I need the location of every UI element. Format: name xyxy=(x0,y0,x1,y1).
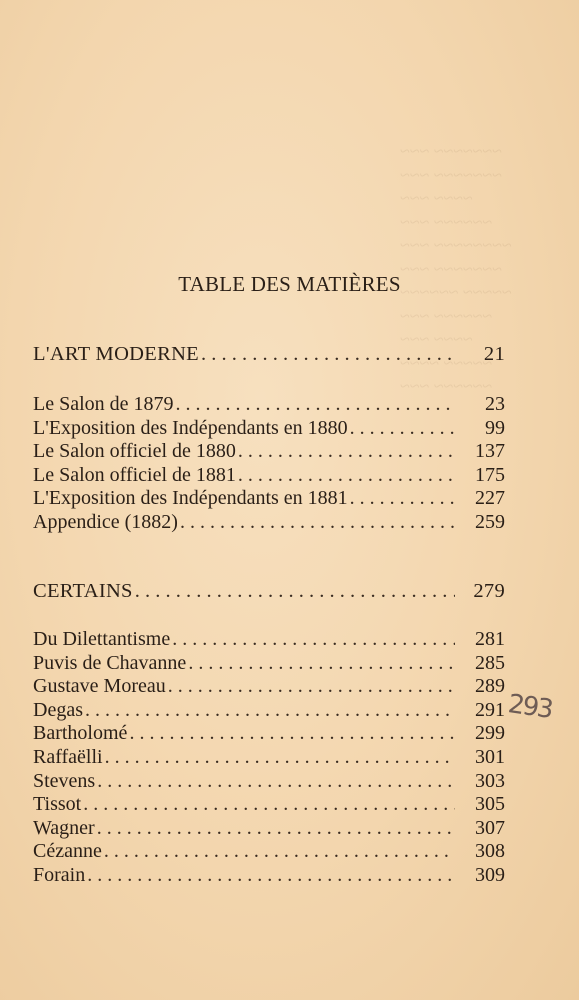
toc-page-number: 291 xyxy=(475,698,505,721)
leader-dots xyxy=(350,417,455,440)
toc-entry-label: Wagner xyxy=(33,816,95,839)
leader-dots xyxy=(176,393,455,416)
toc-page-number: 299 xyxy=(475,722,505,745)
leader-dots xyxy=(85,699,455,722)
toc-entry xyxy=(33,793,505,817)
toc-entry-label: Bartholomé xyxy=(33,722,128,745)
toc-page-number: 285 xyxy=(475,651,505,674)
leader-dots xyxy=(180,511,455,534)
toc-entry-label: Stevens xyxy=(33,769,96,792)
toc-entry xyxy=(33,722,505,746)
toc-entry-label: Tissot xyxy=(33,793,82,816)
toc-entry xyxy=(33,746,505,770)
toc-entry-label: L'Exposition des Indépendants en 1881 xyxy=(33,487,348,510)
toc-entry-label: Le Salon de 1879 xyxy=(33,393,174,415)
toc-section-row xyxy=(33,580,505,604)
toc-entry xyxy=(33,417,505,441)
toc-section-row xyxy=(33,343,505,367)
toc-entry xyxy=(33,628,505,652)
toc-page-number: 309 xyxy=(475,863,505,886)
toc-entry xyxy=(33,440,505,464)
toc-entry xyxy=(33,840,505,864)
toc-page-number: 308 xyxy=(475,840,505,863)
toc-page-number: 227 xyxy=(475,487,505,510)
toc-page-number: 289 xyxy=(475,675,505,698)
toc-entry-label: Du Dilettantisme xyxy=(33,628,171,650)
toc-page-number: 307 xyxy=(475,816,505,839)
toc-entry xyxy=(33,652,505,676)
leader-dots xyxy=(201,343,455,366)
toc-page-number: 21 xyxy=(483,343,505,365)
leader-dots xyxy=(104,840,455,863)
toc-entry-label: Puvis de Chavanne xyxy=(33,651,187,674)
toc-entry xyxy=(33,393,505,417)
toc-page-number: 305 xyxy=(475,793,505,816)
toc-page-number: 279 xyxy=(473,580,505,602)
toc-entry xyxy=(33,864,505,888)
leader-dots xyxy=(168,675,455,698)
toc-entry-label: Le Salon officiel de 1880 xyxy=(33,440,236,463)
toc-entry-label: Le Salon officiel de 1881 xyxy=(33,463,236,486)
toc-section-entries-1 xyxy=(33,393,505,535)
toc-page-number: 175 xyxy=(475,463,505,486)
leader-dots xyxy=(238,464,455,487)
toc-entry xyxy=(33,487,505,511)
leader-dots xyxy=(350,487,455,510)
leader-dots xyxy=(188,652,455,675)
leader-dots xyxy=(172,628,455,651)
toc-section-label: CERTAINS xyxy=(33,580,133,602)
toc-page-number: 303 xyxy=(475,769,505,792)
leader-dots xyxy=(238,440,455,463)
toc-entry xyxy=(33,464,505,488)
toc-page-number: 99 xyxy=(485,416,505,439)
toc-entry xyxy=(33,675,505,699)
toc-entry-label: Forain xyxy=(33,863,86,886)
leader-dots xyxy=(97,817,455,840)
toc-entry-label: Appendice (1882) xyxy=(33,510,178,533)
toc-entry-label: Raffaëlli xyxy=(33,745,103,768)
toc-page-number: 281 xyxy=(475,628,505,650)
toc-section-heading-2 xyxy=(33,580,505,604)
toc-entry-label: Gustave Moreau xyxy=(33,675,166,698)
leader-dots xyxy=(135,580,455,603)
leader-dots xyxy=(129,722,455,745)
toc-page-number: 137 xyxy=(475,440,505,463)
toc-page-number: 301 xyxy=(475,745,505,768)
leader-dots xyxy=(105,746,455,769)
toc-section-entries-2 xyxy=(33,628,505,888)
toc-entry-label: L'Exposition des Indépendants en 1880 xyxy=(33,416,348,439)
toc-page-number: 23 xyxy=(485,393,505,415)
page-title: TABLE DES MATIÈRES xyxy=(178,272,401,296)
toc-entry xyxy=(33,770,505,794)
toc-section-label: L'ART MODERNE xyxy=(33,343,199,365)
toc-page-number: 259 xyxy=(475,510,505,533)
toc-entry xyxy=(33,817,505,841)
toc-entry-label: Cézanne xyxy=(33,840,102,863)
toc-entry xyxy=(33,699,505,723)
leader-dots xyxy=(83,793,455,816)
show-through-text: ~~~~~~~ ~~~ ~~~~~~~ ~~~ ~~~~ ~~~ ~~~~~~ ~~~ ~~~~~~~~ ~~~ ~~~~~~~ ~~~ ~~~~~ ~~~~~~ ~~~~~~ ~~~ ~~~~ ~~~ ~~~~~ ~~~~ ~~~~~~ ~~~ xyxy=(400,141,512,396)
leader-dots xyxy=(87,864,455,887)
toc-section-heading-1 xyxy=(33,343,505,367)
toc-entry xyxy=(33,511,505,535)
leader-dots xyxy=(97,770,455,793)
handwritten-note: 293 xyxy=(506,689,554,725)
toc-entry-label: Degas xyxy=(33,698,83,721)
